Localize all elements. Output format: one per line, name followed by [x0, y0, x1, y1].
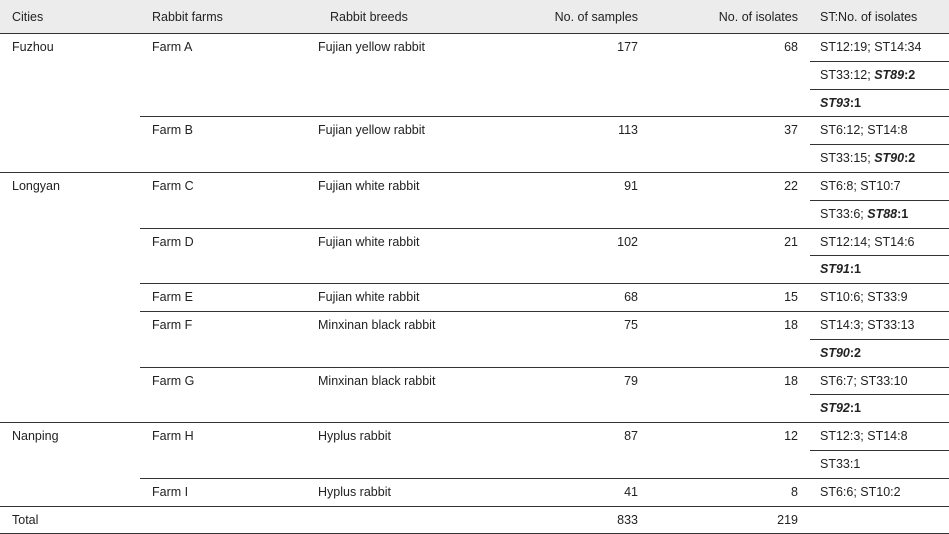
breed-cell: Hyplus rabbit: [306, 478, 500, 506]
city-cell: [0, 117, 140, 145]
empty-cell: [306, 200, 500, 228]
new-st-label: ST91: [820, 262, 850, 277]
st-text: ST6:8; ST10:7: [820, 178, 901, 193]
table-row: [0, 367, 949, 395]
st-text: ST33:6;: [820, 206, 868, 221]
st-cell: [810, 117, 949, 145]
st-text: ST12:19; ST14:34: [820, 40, 922, 54]
samples-cell: 102: [617, 234, 638, 249]
samples-cell: 113: [618, 123, 638, 138]
breed-cell: Hyplus rabbit: [318, 429, 391, 444]
empty-cell: [500, 339, 650, 367]
empty-cell: [650, 61, 810, 89]
city-cell: Longyan: [12, 178, 60, 193]
st-text: ST12:14; ST14:6: [820, 234, 915, 249]
farm-cell: Farm F: [152, 317, 193, 332]
new-st-label: ST92: [820, 401, 850, 416]
new-st-label: ST90: [874, 151, 905, 166]
empty-cell: [500, 145, 650, 173]
isolates-cell: 68: [784, 40, 798, 54]
isolates-cell: 12: [784, 429, 798, 444]
header-cities: Cities: [0, 0, 140, 34]
empty-cell: [140, 256, 306, 284]
header-rabbit-farms: Rabbit farms: [140, 0, 306, 34]
samples-cell: 41: [500, 478, 650, 506]
farm-cell: Farm D: [152, 234, 194, 249]
empty-cell: [650, 450, 810, 478]
samples-cell: 177: [617, 40, 638, 54]
empty-cell: [0, 339, 140, 367]
st-cell: [810, 395, 949, 423]
total-row: [0, 506, 949, 533]
farm-cell: Farm E: [140, 284, 306, 312]
empty-cell: [500, 395, 650, 423]
empty-cell: [500, 89, 650, 117]
table-row: [0, 200, 949, 228]
table-row: [0, 117, 949, 145]
empty-cell: [0, 200, 140, 228]
empty-cell: [500, 450, 650, 478]
st-text: ST12:3; ST14:8: [820, 429, 908, 444]
total-isolates: 219: [650, 506, 810, 533]
empty-cell: [306, 395, 500, 423]
st-cell: [810, 228, 949, 256]
empty-cell: [0, 145, 140, 173]
empty-cell: [650, 256, 810, 284]
city-cell: [0, 478, 140, 506]
table-body: [0, 34, 949, 534]
samples-cell: 75: [624, 317, 638, 332]
isolates-cell: 15: [650, 284, 810, 312]
header-rabbit-breeds: Rabbit breeds: [306, 0, 500, 34]
table-row: [0, 478, 949, 506]
table-row: [0, 34, 949, 62]
empty-cell: [306, 450, 500, 478]
st-cell: [810, 256, 949, 284]
empty-cell: [0, 61, 140, 89]
empty-cell: [650, 200, 810, 228]
st-text: :2: [904, 151, 916, 166]
isolates-cell: 37: [784, 123, 798, 138]
empty-cell: [650, 339, 810, 367]
st-cell: [810, 339, 949, 367]
breed-cell: Fujian yellow rabbit: [318, 40, 425, 54]
samples-cell: 91: [624, 178, 638, 193]
breed-cell: Fujian white rabbit: [318, 178, 420, 193]
st-text: :1: [897, 206, 909, 221]
st-text: :2: [904, 67, 916, 82]
empty-cell: [500, 61, 650, 89]
empty-cell: [140, 395, 306, 423]
empty-cell: [140, 506, 306, 533]
empty-cell: [306, 506, 500, 533]
st-cell: [810, 367, 949, 395]
st-cell: [810, 450, 949, 478]
new-st-label: ST90: [820, 345, 850, 360]
table-row: [0, 450, 949, 478]
farm-cell: Farm H: [152, 429, 194, 444]
st-cell: [810, 172, 949, 200]
isolates-cell: 8: [650, 478, 810, 506]
st-cell: [810, 34, 949, 62]
header-row: [0, 0, 949, 34]
table-row: [0, 284, 949, 312]
city-cell: [0, 228, 140, 256]
st-text: ST6:12; ST14:8: [820, 123, 908, 138]
st-text: :2: [849, 345, 862, 360]
st-cell: [810, 284, 949, 312]
breed-cell: Minxinan black rabbit: [318, 373, 436, 388]
isolates-cell: 21: [784, 234, 798, 249]
table-row: [0, 61, 949, 89]
table-row: [0, 256, 949, 284]
header-st-no-of-isolates: ST:No. of isolates: [810, 0, 949, 34]
st-cell: [810, 311, 949, 339]
empty-cell: [306, 256, 500, 284]
st-text: ST6:6; ST10:2: [820, 484, 901, 499]
breed-cell: Fujian white rabbit: [306, 284, 500, 312]
st-text: ST14:3; ST33:13: [820, 317, 915, 332]
samples-cell: 68: [500, 284, 650, 312]
st-text: ST33:1: [820, 456, 861, 471]
table-row: [0, 395, 949, 423]
empty-cell: [0, 450, 140, 478]
empty-cell: [306, 61, 500, 89]
st-cell: [810, 61, 949, 89]
st-text: ST33:12;: [820, 67, 875, 82]
total-samples: 833: [500, 506, 650, 533]
empty-cell: [0, 256, 140, 284]
new-st-label: ST93: [820, 95, 850, 110]
st-cell: [810, 200, 949, 228]
isolates-cell: 18: [784, 373, 798, 388]
farm-cell: Farm I: [140, 478, 306, 506]
empty-cell: [306, 89, 500, 117]
st-cell: [810, 478, 949, 506]
farm-cell: Farm A: [152, 40, 193, 54]
table-row: [0, 228, 949, 256]
table-row: [0, 145, 949, 173]
st-cell: [810, 89, 949, 117]
isolates-cell: 18: [784, 317, 798, 332]
samples-cell: 79: [624, 373, 638, 388]
farm-cell: Farm C: [152, 178, 194, 193]
city-cell: [0, 311, 140, 339]
empty-cell: [810, 506, 949, 533]
empty-cell: [140, 61, 306, 89]
empty-cell: [650, 89, 810, 117]
empty-cell: [0, 395, 140, 423]
city-cell: [0, 284, 140, 312]
empty-cell: [650, 395, 810, 423]
empty-cell: [140, 450, 306, 478]
new-st-label: ST89: [874, 67, 905, 82]
breed-cell: Minxinan black rabbit: [318, 317, 436, 332]
city-cell: Nanping: [12, 429, 59, 444]
st-cell: [810, 145, 949, 173]
empty-cell: [140, 200, 306, 228]
st-cell: [810, 423, 949, 451]
empty-cell: [306, 339, 500, 367]
empty-cell: [650, 145, 810, 173]
st-text: :1: [849, 401, 862, 416]
header-no-of-isolates: No. of isolates: [650, 0, 810, 34]
city-cell: Fuzhou: [12, 40, 54, 54]
empty-cell: [500, 200, 650, 228]
isolates-cell: 22: [784, 178, 798, 193]
st-text: ST10:6; ST33:9: [820, 290, 908, 305]
st-text: ST6:7; ST33:10: [820, 373, 908, 388]
table-row: [0, 89, 949, 117]
header-no-of-samples: No. of samples: [500, 0, 650, 34]
farm-cell: Farm B: [152, 123, 193, 138]
empty-cell: [0, 89, 140, 117]
table-row: [0, 423, 949, 451]
breed-cell: Fujian yellow rabbit: [318, 123, 425, 138]
table-row: [0, 339, 949, 367]
empty-cell: [306, 145, 500, 173]
st-text: :1: [849, 262, 862, 277]
total-label: Total: [0, 506, 140, 533]
table-row: [0, 172, 949, 200]
city-cell: [0, 367, 140, 395]
empty-cell: [500, 256, 650, 284]
st-text: ST33:15;: [820, 151, 875, 166]
new-st-label: ST88: [867, 206, 898, 221]
breed-cell: Fujian white rabbit: [318, 234, 420, 249]
st-text: :1: [849, 95, 862, 110]
table-row: [0, 311, 949, 339]
samples-cell: 87: [624, 429, 638, 444]
empty-cell: [140, 339, 306, 367]
empty-cell: [140, 89, 306, 117]
farm-cell: Farm G: [152, 373, 195, 388]
empty-cell: [140, 145, 306, 173]
